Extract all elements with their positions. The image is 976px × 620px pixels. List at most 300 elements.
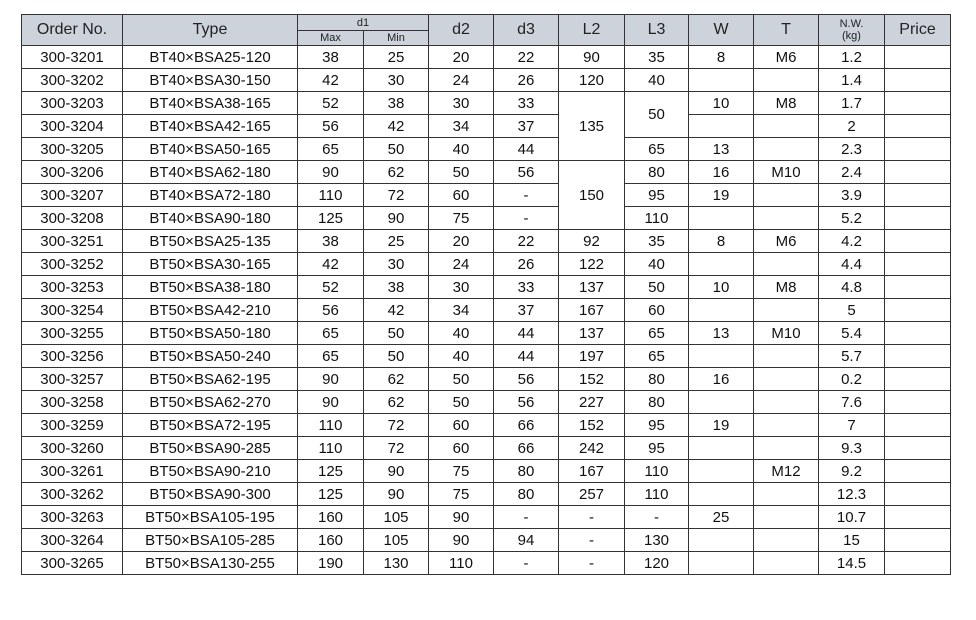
cell-l3: 65	[625, 322, 689, 345]
cell-d1-max: 65	[298, 345, 364, 368]
cell-d1-max: 110	[298, 414, 364, 437]
cell-t	[754, 138, 819, 161]
cell-l2: -	[559, 552, 625, 575]
cell-d1-max: 90	[298, 368, 364, 391]
cell-net-weight: 1.7	[819, 92, 885, 115]
cell-l3: -	[625, 506, 689, 529]
table-row	[22, 345, 951, 368]
cell-price	[885, 46, 951, 69]
cell-price	[885, 161, 951, 184]
cell-w: 13	[689, 138, 754, 161]
cell-w	[689, 437, 754, 460]
header-d1-min: Min	[364, 31, 429, 46]
table-row	[22, 115, 951, 138]
cell-price	[885, 368, 951, 391]
cell-order-no: 300-3207	[22, 184, 123, 207]
table-row	[22, 46, 951, 69]
cell-d2: 110	[429, 552, 494, 575]
cell-net-weight: 0.2	[819, 368, 885, 391]
table-row	[22, 184, 951, 207]
cell-t	[754, 437, 819, 460]
cell-d1-max: 110	[298, 437, 364, 460]
cell-d3: 33	[494, 276, 559, 299]
cell-t: M10	[754, 161, 819, 184]
cell-l2: 152	[559, 414, 625, 437]
cell-d2: 75	[429, 460, 494, 483]
cell-w	[689, 115, 754, 138]
cell-d1-max: 125	[298, 483, 364, 506]
cell-d1-min: 38	[364, 276, 429, 299]
cell-order-no: 300-3208	[22, 207, 123, 230]
cell-d1-max: 38	[298, 230, 364, 253]
cell-t: M8	[754, 276, 819, 299]
cell-t	[754, 506, 819, 529]
cell-d1-min: 38	[364, 92, 429, 115]
cell-w	[689, 483, 754, 506]
cell-d1-min: 30	[364, 253, 429, 276]
cell-net-weight: 3.9	[819, 184, 885, 207]
cell-d3: 33	[494, 92, 559, 115]
cell-l2: -	[559, 506, 625, 529]
cell-d1-max: 90	[298, 161, 364, 184]
cell-d1-min: 62	[364, 161, 429, 184]
cell-net-weight: 4.8	[819, 276, 885, 299]
cell-order-no: 300-3263	[22, 506, 123, 529]
header-w: W	[689, 15, 754, 46]
cell-type: BT50×BSA62-270	[123, 391, 298, 414]
cell-d3: 80	[494, 483, 559, 506]
cell-l3: 120	[625, 552, 689, 575]
cell-price	[885, 483, 951, 506]
cell-type: BT40×BSA38-165	[123, 92, 298, 115]
cell-net-weight: 14.5	[819, 552, 885, 575]
cell-net-weight: 2.3	[819, 138, 885, 161]
cell-order-no: 300-3251	[22, 230, 123, 253]
cell-l2: 167	[559, 299, 625, 322]
table-row	[22, 391, 951, 414]
cell-order-no: 300-3254	[22, 299, 123, 322]
cell-w	[689, 552, 754, 575]
cell-order-no: 300-3206	[22, 161, 123, 184]
cell-type: BT40×BSA42-165	[123, 115, 298, 138]
cell-type: BT50×BSA30-165	[123, 253, 298, 276]
cell-d3: 80	[494, 460, 559, 483]
cell-net-weight: 9.2	[819, 460, 885, 483]
cell-d1-max: 65	[298, 138, 364, 161]
cell-d1-min: 62	[364, 368, 429, 391]
cell-t	[754, 552, 819, 575]
cell-d1-max: 42	[298, 253, 364, 276]
header-t: T	[754, 15, 819, 46]
cell-type: BT50×BSA50-240	[123, 345, 298, 368]
cell-d1-max: 90	[298, 391, 364, 414]
cell-d2: 50	[429, 368, 494, 391]
cell-t: M12	[754, 460, 819, 483]
cell-d2: 24	[429, 69, 494, 92]
cell-d1-max: 38	[298, 46, 364, 69]
cell-d1-max: 52	[298, 276, 364, 299]
cell-d3: -	[494, 506, 559, 529]
cell-type: BT40×BSA30-150	[123, 69, 298, 92]
cell-order-no: 300-3259	[22, 414, 123, 437]
table-row	[22, 483, 951, 506]
cell-d3: 66	[494, 414, 559, 437]
cell-net-weight: 7	[819, 414, 885, 437]
cell-price	[885, 299, 951, 322]
cell-d1-max: 160	[298, 529, 364, 552]
header-net-weight	[819, 15, 885, 46]
cell-order-no: 300-3260	[22, 437, 123, 460]
cell-price	[885, 345, 951, 368]
cell-l3: 130	[625, 529, 689, 552]
cell-net-weight: 10.7	[819, 506, 885, 529]
cell-d2: 40	[429, 138, 494, 161]
cell-price	[885, 253, 951, 276]
cell-net-weight: 7.6	[819, 391, 885, 414]
cell-order-no: 300-3203	[22, 92, 123, 115]
cell-w: 8	[689, 230, 754, 253]
cell-type: BT40×BSA62-180	[123, 161, 298, 184]
cell-l2: 122	[559, 253, 625, 276]
cell-d2: 90	[429, 506, 494, 529]
table-row	[22, 437, 951, 460]
cell-d3: 44	[494, 322, 559, 345]
cell-d2: 24	[429, 253, 494, 276]
cell-l3: 60	[625, 299, 689, 322]
cell-d3: 26	[494, 253, 559, 276]
cell-d3: 56	[494, 391, 559, 414]
cell-l2: 120	[559, 69, 625, 92]
cell-l3: 65	[625, 345, 689, 368]
cell-type: BT40×BSA50-165	[123, 138, 298, 161]
cell-d3: 26	[494, 69, 559, 92]
table-row	[22, 552, 951, 575]
cell-l3: 35	[625, 46, 689, 69]
cell-t	[754, 391, 819, 414]
cell-l3: 80	[625, 391, 689, 414]
cell-l2: 137	[559, 322, 625, 345]
cell-d2: 75	[429, 207, 494, 230]
cell-order-no: 300-3253	[22, 276, 123, 299]
header-order-no: Order No.	[22, 15, 123, 46]
table-row	[22, 207, 951, 230]
cell-d2: 40	[429, 322, 494, 345]
table-row	[22, 138, 951, 161]
cell-type: BT50×BSA72-195	[123, 414, 298, 437]
cell-l2: 137	[559, 276, 625, 299]
cell-net-weight: 1.4	[819, 69, 885, 92]
cell-price	[885, 115, 951, 138]
cell-d1-min: 90	[364, 207, 429, 230]
cell-d1-min: 25	[364, 230, 429, 253]
header-d1: d1	[298, 15, 429, 31]
cell-net-weight: 1.2	[819, 46, 885, 69]
cell-w: 8	[689, 46, 754, 69]
cell-net-weight: 2	[819, 115, 885, 138]
cell-t	[754, 483, 819, 506]
cell-price	[885, 391, 951, 414]
cell-w	[689, 69, 754, 92]
cell-type: BT50×BSA105-195	[123, 506, 298, 529]
cell-w	[689, 299, 754, 322]
cell-price	[885, 138, 951, 161]
cell-l3: 40	[625, 253, 689, 276]
table-row	[22, 529, 951, 552]
cell-l2: 197	[559, 345, 625, 368]
cell-l2: 150	[559, 161, 625, 230]
cell-l3: 40	[625, 69, 689, 92]
cell-d2: 20	[429, 230, 494, 253]
cell-l3: 110	[625, 483, 689, 506]
cell-d1-max: 160	[298, 506, 364, 529]
cell-price	[885, 69, 951, 92]
cell-order-no: 300-3264	[22, 529, 123, 552]
cell-price	[885, 552, 951, 575]
cell-net-weight: 5.7	[819, 345, 885, 368]
cell-w	[689, 391, 754, 414]
cell-d1-min: 42	[364, 115, 429, 138]
header-net-weight-unit: (kg)	[842, 30, 861, 42]
cell-price	[885, 437, 951, 460]
cell-l3: 35	[625, 230, 689, 253]
cell-net-weight: 5	[819, 299, 885, 322]
header-d2: d2	[429, 15, 494, 46]
cell-l2: 152	[559, 368, 625, 391]
cell-l2: 90	[559, 46, 625, 69]
cell-d1-min: 105	[364, 529, 429, 552]
cell-t: M6	[754, 230, 819, 253]
cell-l2: 257	[559, 483, 625, 506]
cell-l3: 95	[625, 184, 689, 207]
cell-t	[754, 529, 819, 552]
header-l3: L3	[625, 15, 689, 46]
cell-price	[885, 184, 951, 207]
cell-d2: 60	[429, 414, 494, 437]
cell-order-no: 300-3205	[22, 138, 123, 161]
table-row	[22, 299, 951, 322]
cell-w: 19	[689, 414, 754, 437]
cell-price	[885, 529, 951, 552]
cell-d1-min: 50	[364, 138, 429, 161]
cell-d2: 40	[429, 345, 494, 368]
cell-price	[885, 92, 951, 115]
cell-type: BT50×BSA25-135	[123, 230, 298, 253]
cell-net-weight: 15	[819, 529, 885, 552]
table-row	[22, 460, 951, 483]
cell-d1-min: 105	[364, 506, 429, 529]
table-row	[22, 414, 951, 437]
cell-l3: 110	[625, 207, 689, 230]
table-row	[22, 253, 951, 276]
cell-type: BT50×BSA90-285	[123, 437, 298, 460]
cell-type: BT50×BSA38-180	[123, 276, 298, 299]
header-d1-max: Max	[298, 31, 364, 46]
cell-d3: 44	[494, 138, 559, 161]
cell-d1-min: 130	[364, 552, 429, 575]
cell-type: BT50×BSA50-180	[123, 322, 298, 345]
cell-w: 10	[689, 276, 754, 299]
table-body	[22, 46, 951, 575]
table-row	[22, 230, 951, 253]
cell-d1-max: 56	[298, 299, 364, 322]
cell-d3: 22	[494, 46, 559, 69]
table-header	[22, 15, 951, 46]
cell-d2: 90	[429, 529, 494, 552]
table-row	[22, 92, 951, 115]
cell-w	[689, 253, 754, 276]
table-row	[22, 368, 951, 391]
cell-l2: 167	[559, 460, 625, 483]
cell-w	[689, 529, 754, 552]
cell-d1-min: 72	[364, 437, 429, 460]
cell-d1-min: 50	[364, 322, 429, 345]
cell-t	[754, 299, 819, 322]
cell-price	[885, 230, 951, 253]
cell-w	[689, 460, 754, 483]
cell-d3: 44	[494, 345, 559, 368]
cell-t	[754, 184, 819, 207]
header-d3: d3	[494, 15, 559, 46]
cell-d2: 60	[429, 184, 494, 207]
cell-order-no: 300-3204	[22, 115, 123, 138]
cell-d1-min: 90	[364, 460, 429, 483]
cell-t	[754, 253, 819, 276]
cell-order-no: 300-3202	[22, 69, 123, 92]
cell-order-no: 300-3257	[22, 368, 123, 391]
cell-w	[689, 207, 754, 230]
cell-l2: 135	[559, 92, 625, 161]
cell-type: BT50×BSA105-285	[123, 529, 298, 552]
cell-t	[754, 69, 819, 92]
cell-d3: -	[494, 184, 559, 207]
cell-d3: 66	[494, 437, 559, 460]
table-row	[22, 69, 951, 92]
cell-t: M10	[754, 322, 819, 345]
header-price: Price	[885, 15, 951, 46]
cell-order-no: 300-3258	[22, 391, 123, 414]
cell-l2: 227	[559, 391, 625, 414]
spec-table	[21, 14, 951, 575]
cell-l3: 95	[625, 437, 689, 460]
cell-d2: 30	[429, 92, 494, 115]
cell-d1-max: 110	[298, 184, 364, 207]
cell-l3: 80	[625, 161, 689, 184]
table-row	[22, 161, 951, 184]
cell-t: M6	[754, 46, 819, 69]
cell-d3: -	[494, 207, 559, 230]
cell-price	[885, 460, 951, 483]
cell-d1-min: 30	[364, 69, 429, 92]
cell-d2: 50	[429, 391, 494, 414]
cell-w: 19	[689, 184, 754, 207]
cell-type: BT50×BSA130-255	[123, 552, 298, 575]
cell-d3: 56	[494, 368, 559, 391]
cell-net-weight: 5.2	[819, 207, 885, 230]
cell-order-no: 300-3265	[22, 552, 123, 575]
cell-d2: 30	[429, 276, 494, 299]
cell-net-weight: 4.2	[819, 230, 885, 253]
header-type: Type	[123, 15, 298, 46]
cell-d2: 75	[429, 483, 494, 506]
cell-l3: 65	[625, 138, 689, 161]
cell-l3: 95	[625, 414, 689, 437]
cell-type: BT50×BSA42-210	[123, 299, 298, 322]
cell-net-weight: 9.3	[819, 437, 885, 460]
table-row	[22, 506, 951, 529]
cell-d2: 50	[429, 161, 494, 184]
cell-price	[885, 276, 951, 299]
cell-w: 16	[689, 161, 754, 184]
cell-order-no: 300-3255	[22, 322, 123, 345]
cell-d1-min: 90	[364, 483, 429, 506]
cell-d1-min: 50	[364, 345, 429, 368]
cell-d1-max: 125	[298, 207, 364, 230]
table-row	[22, 322, 951, 345]
cell-d1-max: 42	[298, 69, 364, 92]
cell-order-no: 300-3201	[22, 46, 123, 69]
cell-w: 13	[689, 322, 754, 345]
cell-order-no: 300-3256	[22, 345, 123, 368]
cell-d2: 20	[429, 46, 494, 69]
cell-d1-min: 42	[364, 299, 429, 322]
cell-d3: 22	[494, 230, 559, 253]
cell-d1-max: 190	[298, 552, 364, 575]
cell-d3: -	[494, 552, 559, 575]
header-net-weight-label: N.W.	[839, 18, 864, 30]
cell-type: BT40×BSA90-180	[123, 207, 298, 230]
cell-d2: 34	[429, 299, 494, 322]
cell-d1-max: 125	[298, 460, 364, 483]
table-row	[22, 276, 951, 299]
cell-d1-min: 72	[364, 414, 429, 437]
cell-w	[689, 345, 754, 368]
cell-d2: 34	[429, 115, 494, 138]
cell-price	[885, 322, 951, 345]
cell-d1-max: 56	[298, 115, 364, 138]
header-l2: L2	[559, 15, 625, 46]
cell-d3: 37	[494, 299, 559, 322]
cell-d3: 94	[494, 529, 559, 552]
cell-t	[754, 368, 819, 391]
cell-t	[754, 115, 819, 138]
cell-l3: 50	[625, 276, 689, 299]
cell-order-no: 300-3262	[22, 483, 123, 506]
cell-t: M8	[754, 92, 819, 115]
cell-net-weight: 12.3	[819, 483, 885, 506]
cell-t	[754, 414, 819, 437]
cell-d1-min: 72	[364, 184, 429, 207]
cell-net-weight: 4.4	[819, 253, 885, 276]
cell-type: BT50×BSA90-300	[123, 483, 298, 506]
cell-d1-max: 52	[298, 92, 364, 115]
cell-t	[754, 207, 819, 230]
cell-order-no: 300-3252	[22, 253, 123, 276]
cell-d2: 60	[429, 437, 494, 460]
cell-type: BT50×BSA62-195	[123, 368, 298, 391]
cell-price	[885, 506, 951, 529]
cell-d3: 37	[494, 115, 559, 138]
cell-type: BT40×BSA72-180	[123, 184, 298, 207]
cell-w: 16	[689, 368, 754, 391]
cell-d1-max: 65	[298, 322, 364, 345]
cell-l3: 110	[625, 460, 689, 483]
cell-net-weight: 2.4	[819, 161, 885, 184]
cell-d3: 56	[494, 161, 559, 184]
cell-d1-min: 25	[364, 46, 429, 69]
cell-l2: -	[559, 529, 625, 552]
cell-l3: 50	[625, 92, 689, 138]
cell-l2: 92	[559, 230, 625, 253]
